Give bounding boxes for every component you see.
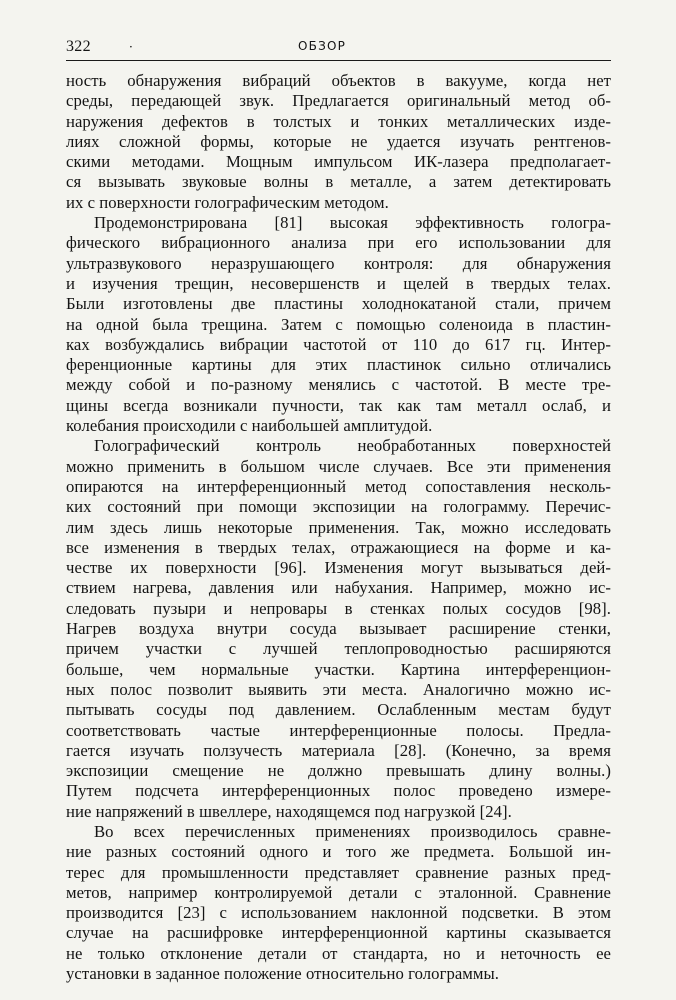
text-line: ность обнаружения вибраций объектов в вакууме, когда нет bbox=[66, 71, 611, 90]
text-line: Путем подсчета интерференционных полос проведено измере- bbox=[66, 781, 611, 801]
text-line: соответствовать частые интерференционные полосы. Предла- bbox=[66, 720, 611, 740]
text-line: ультразвукового неразрушающего контроля: для обнаружения bbox=[66, 253, 611, 273]
text-line: Были изготовлены две пластины холоднокатаной стали, причем bbox=[66, 294, 611, 314]
text-line: случае на расшифровке интерференционной картины сказывается bbox=[66, 923, 611, 943]
text-line: честве их поверхности [96]. Изменения могут вызываться дей- bbox=[66, 558, 611, 578]
text-line: Во всех перечисленных применениях производилось сравне- bbox=[94, 821, 611, 841]
text-line: Нагрев воздуха внутри сосуда вызывает расширение стенки, bbox=[66, 619, 611, 639]
paragraph-3 bbox=[66, 436, 611, 822]
text-line: ференционные картины для этих пластинок сильно отличались bbox=[66, 355, 611, 375]
text-line: ких состояний при помощи экспозиции на голограмму. Перечис- bbox=[66, 497, 611, 517]
text-line: ние напряжений в швеллере, находящемся под нагрузкой [24]. bbox=[66, 801, 512, 821]
running-title: ОБЗОР bbox=[298, 39, 347, 53]
text-line: ках возбуждались вибрации частотой от 110 до 617 гц. Интер- bbox=[66, 334, 611, 354]
text-line: больше, чем нормальные участки. Картина интерференцион- bbox=[66, 659, 611, 679]
text-line: лиях сложной формы, которые не удается изучать рентгенов- bbox=[66, 131, 611, 151]
text-line: установки в заданное положение относительно голограммы. bbox=[66, 964, 500, 984]
page-number: 322 bbox=[66, 38, 91, 55]
text-line: щины всегда возникали пучности, так как там металл ослаб, и bbox=[66, 395, 611, 415]
page-header bbox=[66, 38, 611, 58]
text-line: не только отклонение детали от стандарта, но и неточность ее bbox=[66, 943, 611, 963]
text-line: ных полос позволит выявить эти места. Аналогично можно ис- bbox=[66, 679, 611, 699]
text-line: среды, передающей звук. Предлагается оригинальный метод об- bbox=[66, 91, 611, 111]
text-line: метов, например контролируемой детали с эталонной. Сравнение bbox=[66, 882, 611, 902]
text-line: колебания происходили с наибольшей амплитудой. bbox=[66, 416, 433, 436]
text-line: на одной была трещина. Затем с помощью соленоида в пластин- bbox=[66, 314, 611, 334]
text-line: пытывать сосуды под давлением. Ослабленным местам будут bbox=[66, 700, 611, 720]
text-line: ствием нагрева, давления или набухания. Например, можно ис- bbox=[66, 578, 611, 598]
text-line: можно применить в большом числе случаев. Все эти применения bbox=[66, 456, 611, 476]
text-line: Голографический контроль необработанных поверхностей bbox=[94, 436, 611, 456]
text-line: лим здесь лишь некоторые применения. Так, можно исследовать bbox=[66, 517, 611, 537]
text-line: наружения дефектов в толстых и тонких металлических изде- bbox=[66, 111, 611, 131]
paragraph-1 bbox=[66, 71, 611, 213]
paragraph-4 bbox=[66, 822, 611, 984]
text-line: ся вызывать звуковые волны в металле, а затем детектировать bbox=[66, 172, 611, 192]
text-line: их с поверхности голографическим методом. bbox=[66, 192, 389, 212]
text-line: экспозиции смещение не должно превышать длину волны.) bbox=[66, 761, 611, 781]
text-line: следовать пузыри и непровары в стенках полых сосудов [98]. bbox=[66, 598, 611, 618]
text-line: опираются на интерференционный метод сопоставления несколь- bbox=[66, 476, 611, 496]
text-line: скими методами. Мощным импульсом ИК-лазера предполагает- bbox=[66, 152, 611, 172]
text-line: Продемонстрирована [81] высокая эффективность гологра- bbox=[94, 213, 611, 233]
text-line: ние разных состояний одного и того же предмета. Большой ин- bbox=[66, 842, 611, 862]
text-line: терес для промышленности представляет сравнение разных пред- bbox=[66, 862, 611, 882]
paragraph-2 bbox=[66, 213, 611, 436]
body-text bbox=[66, 71, 611, 984]
text-line: причем участки с лучшей теплопроводностью расширяются bbox=[66, 639, 611, 659]
header-rule bbox=[66, 60, 611, 61]
text-line: между собой и по-разному менялись с частотой. В месте тре- bbox=[66, 375, 611, 395]
header-dot: · bbox=[129, 40, 133, 54]
text-line: производится [23] с использованием наклонной подсветки. В этом bbox=[66, 903, 611, 923]
text-line: гается изучать ползучесть материала [28]. (Конечно, за время bbox=[66, 740, 611, 760]
text-line: все изменения в твердых телах, отражающиеся на форме и ка- bbox=[66, 537, 611, 557]
text-line: и изучения трещин, несовершенств и щелей в твердых телах. bbox=[66, 273, 611, 293]
text-line: фического вибрационного анализа при его использовании для bbox=[66, 233, 611, 253]
